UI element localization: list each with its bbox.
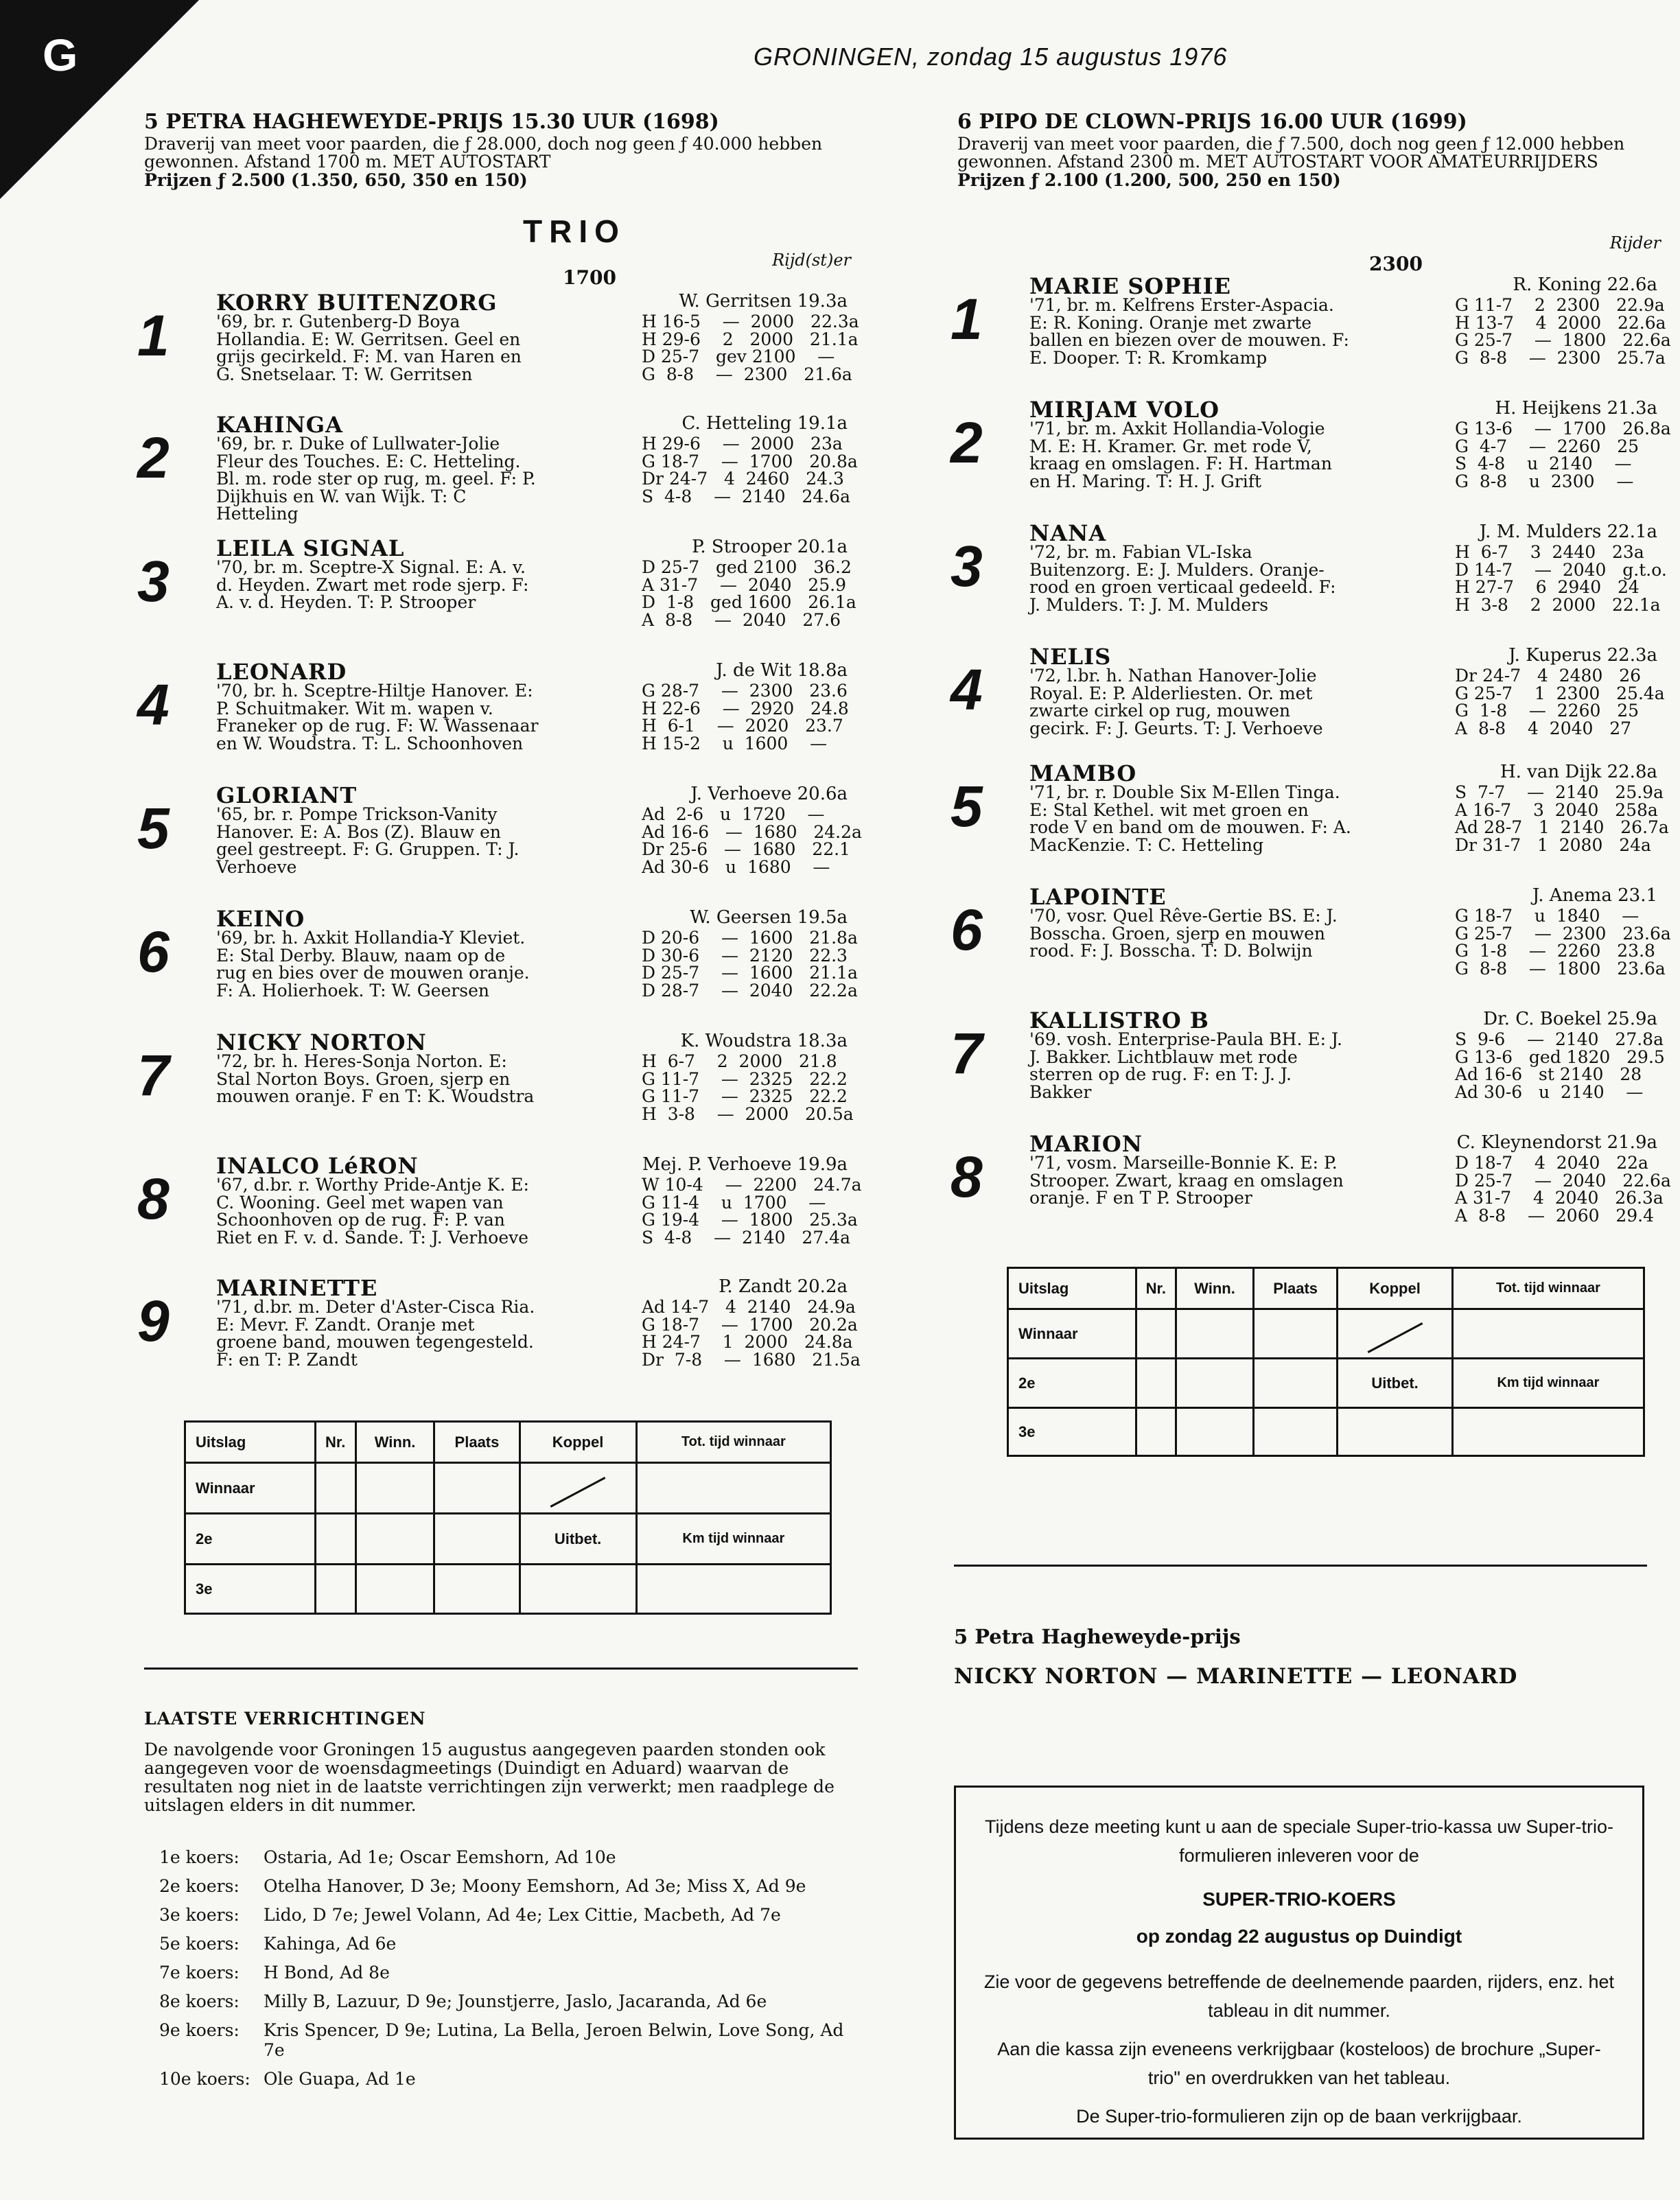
horse-number: 8 (950, 1145, 983, 1209)
performance-line: A 8-8 — 2040 27.6 (642, 609, 841, 630)
km-tijd-label: Km tijd winnaar (636, 1514, 830, 1565)
section-intro: De navolgende voor Groningen 15 augustus aangegeven paarden stonden ook aangegeven voor de woensdagmeetings (Duindigt en Aduard) waarvan de resultaten nog niet in de laatste verrichtingen zijn verwerkt; men raadplege de uitslagen elders in dit nummer. (144, 1740, 835, 1815)
performance-line: Dr 25-6 — 1680 22.1 (642, 839, 850, 859)
table-header: Tot. tijd winnaar (1452, 1268, 1644, 1309)
performance-line: G 25-7 1 2300 25.4a (1455, 683, 1665, 703)
horse-rider: C. Kleynendorst 21.9a (1456, 1132, 1657, 1153)
notice-text: Aan die kassa zijn eveneens verkrijgbaar (kosteloos) de brochure „Super-trio" en overdrukken van het tableau. (997, 2039, 1601, 2088)
table-header: Uitslag (1008, 1268, 1136, 1309)
table-cell[interactable] (636, 1565, 830, 1614)
table-cell[interactable] (1136, 1309, 1176, 1359)
horse-number: 6 (137, 920, 170, 984)
performance-line: D 25-7 gev 2100 — (642, 347, 835, 366)
table-cell[interactable] (355, 1514, 434, 1565)
performance-line: H 3-8 2 2000 22.1a (1455, 594, 1661, 615)
race-title: 5 PETRA HAGHEWEYDE-PRIJS 15.30 UUR (1698) (144, 110, 719, 134)
horse-rider: H. Heijkens 21.3a (1495, 398, 1657, 419)
row-label: Winnaar (185, 1463, 316, 1514)
horse-number: 7 (137, 1043, 170, 1108)
horse-number: 5 (950, 774, 983, 839)
horse-performances (1455, 784, 1669, 854)
table-cell[interactable] (434, 1463, 520, 1514)
horse-name: GLORIANT (216, 782, 358, 808)
horse-rider: J. Verhoeve 20.6a (690, 784, 848, 804)
horse-description: '71, br. r. Double Six M-Ellen Tinga. E: Stal Kethel. wit met groen en rode V en band om de mouwen. F: A. MacKenzie. T: C. Hetteling (1029, 782, 1351, 855)
table-cell[interactable] (1254, 1408, 1338, 1456)
horse-description: '71, br. m. Axkit Hollandia-Vologie M. E: H. Kramer. Gr. met rode V, kraag en omslagen. F: H. Hartman en H. Maring. T: H. J. Grift (1029, 419, 1332, 491)
performance-line: H 6-7 2 2000 21.8 (642, 1051, 837, 1071)
koers-label: 5e koers: (159, 1934, 240, 1954)
table-header: Nr. (315, 1422, 355, 1463)
trio-label: TRIO (523, 213, 626, 249)
table-cell[interactable] (1338, 1408, 1453, 1456)
performance-line: Dr 31-7 1 2080 24a (1455, 834, 1651, 855)
performance-line: H 6-7 3 2440 23a (1455, 542, 1644, 562)
performance-line: G 18-7 — 1700 20.2a (642, 1314, 858, 1335)
horse-number: 8 (137, 1167, 170, 1231)
divider (144, 1667, 858, 1670)
performance-line: H 29-6 2 2000 21.1a (642, 329, 859, 349)
table-cell[interactable] (636, 1463, 830, 1514)
koers-label: 9e koers: (159, 2020, 240, 2040)
race-6 (950, 110, 1671, 1226)
km-tijd-label: Km tijd winnaar (1452, 1359, 1644, 1408)
horse-number: 6 (950, 898, 983, 962)
horse-name: KEINO (216, 906, 305, 932)
horse-rider: R. Koning 22.6a (1513, 274, 1657, 295)
performance-line: H 24-7 1 2000 24.8a (642, 1332, 853, 1352)
performance-line: G 1-8 — 2260 23.8 (1455, 941, 1655, 961)
horse-performances (642, 1053, 854, 1123)
performance-line: H 22-6 — 2920 24.8 (642, 698, 849, 718)
race-prize: Prijzen ƒ 2.100 (1.200, 500, 250 en 150) (957, 170, 1341, 190)
table-header: Tot. tijd winnaar (636, 1422, 830, 1463)
horse-number: 1 (950, 287, 983, 351)
rider-header: Rijd(st)er (772, 250, 851, 270)
performance-line: Ad 30-6 u 1680 — (642, 856, 830, 877)
koers-text: Milly B, Lazuur, D 9e; Jounstjerre, Jaslo, Jacaranda, Ad 6e (264, 1991, 767, 2011)
koers-label: 2e koers: (159, 1876, 240, 1896)
performance-line: D 30-6 — 2120 22.3 (642, 945, 848, 966)
horse-name: LEILA SIGNAL (216, 535, 405, 561)
table-header: Plaats (1254, 1268, 1338, 1309)
koers-item (159, 1905, 859, 1925)
performance-line: G 1-8 — 2260 25 (1455, 701, 1640, 721)
table-cell[interactable] (1136, 1359, 1176, 1408)
table-cell[interactable] (1254, 1359, 1338, 1408)
table-header: Koppel (1338, 1268, 1453, 1309)
koers-item (159, 1847, 859, 1867)
performance-line: S 4-8 — 2140 27.4a (642, 1227, 850, 1248)
horse-name: KALLISTRO B (1029, 1007, 1209, 1033)
performance-line: Ad 16-6 st 2140 28 (1455, 1064, 1642, 1084)
performance-line: G 18-7 — 1700 20.8a (642, 451, 858, 471)
horse-number: 3 (137, 549, 170, 613)
row-label: Winnaar (1008, 1309, 1136, 1359)
table-cell[interactable] (1176, 1408, 1254, 1456)
horse-description: '72, br. m. Fabian VL-Iska Buitenzorg. E: J. Mulders. Oranje-rood en groen verticaal gedeeld. F: J. Mulders. T: J. M. Mulders (1029, 542, 1336, 615)
horse-name: MARION (1029, 1131, 1143, 1157)
performance-line: H 3-8 — 2000 20.5a (642, 1103, 854, 1124)
table-cell[interactable] (355, 1463, 434, 1514)
performance-line: Dr 7-8 — 1680 21.5a (642, 1349, 861, 1370)
table-cell[interactable] (434, 1565, 520, 1614)
performance-line: Ad 16-6 — 1680 24.2a (642, 821, 862, 842)
horse-rider: J. Anema 23.1 (1532, 885, 1657, 906)
performance-line: G 13-6 — 1700 26.8a (1455, 419, 1671, 438)
horse-description: '71, vosm. Marseille-Bonnie K. E: P. Strooper. Zwart, kraag en omslagen oranje. F en T P. Strooper (1029, 1153, 1344, 1208)
row-label: 2e (1008, 1359, 1136, 1408)
performance-line: G 11-4 u 1700 — (642, 1192, 826, 1213)
horse-performances (1455, 907, 1671, 977)
horse-name: LAPOINTE (1029, 884, 1167, 910)
horse-rider: P. Strooper 20.1a (692, 537, 848, 557)
horse-name: NICKY NORTON (216, 1029, 427, 1055)
koers-list (159, 1847, 859, 2098)
horse-rider: W. Geersen 19.5a (690, 907, 848, 928)
horse-description: '69, br. r. Duke of Lullwater-Jolie Fleur des Touches. E: C. Hetteling. Bl. m. rode ster op rug, m. geel. F: P. Dijkhuis en W. van Wijk. T: C Hetteling (216, 434, 536, 524)
performance-line: G 11-7 2 2300 22.9a (1455, 295, 1665, 315)
race-description: Draverij van meet voor paarden, die ƒ 28.000, doch nog geen ƒ 40.000 hebben gewonnen. Afstand 1700 m. MET AUTOSTART (144, 134, 823, 172)
notice-subheading: op zondag 22 augustus op Duindigt (1136, 1926, 1462, 1947)
table-cell[interactable] (315, 1565, 355, 1614)
horse-description: '70, br. h. Sceptre-Hiltje Hanover. E: P. Schuitmaker. Wit m. wapen v. Franeker op de rug. F: W. Wassenaar en W. Woudstra. T: L. Schoonhoven (216, 681, 539, 753)
performance-line: G 28-7 — 2300 23.6 (642, 681, 848, 701)
performance-line: G 4-7 — 2260 25 (1455, 436, 1640, 456)
performance-line: S 4-8 u 2140 — (1455, 454, 1632, 473)
horse-description: '70, br. m. Sceptre-X Signal. E: A. v. d. Heyden. Zwart met rode sjerp. F: A. v. d. Heyden. T: P. Strooper (216, 557, 529, 612)
section-title: LAATSTE VERRICHTINGEN (144, 1709, 426, 1729)
performance-line: D 18-7 4 2040 22a (1455, 1153, 1648, 1173)
koers-label: 7e koers: (159, 1963, 240, 1982)
koers-text: Otelha Hanover, D 3e; Moony Eemshorn, Ad 3e; Miss X, Ad 9e (264, 1876, 806, 1896)
horse-rider: J. Kuperus 22.3a (1508, 645, 1657, 666)
horse-performances (642, 1298, 861, 1368)
table-header: Plaats (434, 1422, 520, 1463)
performance-line: Dr 24-7 4 2460 24.3 (642, 469, 844, 489)
horse-rider: W. Gerritsen 19.3a (679, 291, 848, 312)
super-trio-notice (954, 1786, 1644, 2140)
performance-line: D 14-7 — 2040 g.t.o. (1455, 559, 1667, 580)
horse-performances (1455, 1031, 1665, 1101)
section-letter: G (43, 30, 78, 80)
performance-line: Dr 24-7 4 2480 26 (1455, 666, 1642, 686)
result-table-race-6 (1007, 1267, 1645, 1457)
horse-rider: Dr. C. Boekel 25.9a (1483, 1009, 1657, 1029)
performance-line: Ad 14-7 4 2140 24.9a (642, 1297, 856, 1317)
horse-number: 5 (137, 796, 170, 861)
horse-number: 4 (950, 657, 983, 722)
koers-text: Kris Spencer, D 9e; Lutina, La Bella, Jeroen Belwin, Love Song, Ad 7e (264, 2020, 844, 2060)
horse-performances (642, 682, 849, 752)
horse-number: 2 (950, 410, 983, 475)
table-header: Winn. (355, 1422, 434, 1463)
table-cell[interactable] (1176, 1359, 1254, 1408)
notice-text: De Super-trio-formulieren zijn op de baan verkrijgbaar. (1076, 2106, 1522, 2127)
horse-performances (1455, 296, 1671, 366)
performance-line: G 18-7 u 1840 — (1455, 906, 1640, 926)
slash-mark (1367, 1322, 1423, 1353)
horse-name: LEONARD (216, 659, 347, 685)
horse-description: '69, br. r. Gutenberg-D Boya Hollandia. E: W. Gerritsen. Geel en grijs gecirkeld. F: M. van Haren en G. Snetselaar. T: W. Gerritsen (216, 312, 522, 384)
horse-name: KORRY BUITENZORG (216, 290, 498, 316)
koers-item (159, 1934, 859, 1954)
horse-description: '72, l.br. h. Nathan Hanover-Jolie Royal. E: P. Alderliesten. Or. met zwarte cirkel op rug, mouwen gecirk. F: J. Geurts. T: J. Verhoeve (1029, 666, 1323, 738)
koers-label: 8e koers: (159, 1991, 240, 2011)
table-header: Winn. (1176, 1268, 1254, 1309)
koers-text: Lido, D 7e; Jewel Volann, Ad 4e; Lex Cittie, Macbeth, Ad 7e (264, 1905, 781, 1925)
performance-line: H 13-7 4 2000 22.6a (1455, 312, 1666, 333)
horse-name: INALCO LéRON (216, 1153, 419, 1179)
performance-line: H 29-6 — 2000 23a (642, 434, 843, 454)
koers-item (159, 1991, 859, 2011)
horse-description: '70, vosr. Quel Rêve-Gertie BS. E: J. Bosscha. Groen, sjerp en mouwen rood. F: J. Bosscha. T: D. Bolwijn (1029, 906, 1338, 961)
distance-label: 2300 (1369, 253, 1423, 275)
performance-line: D 20-6 — 1600 21.8a (642, 928, 858, 948)
table-cell[interactable] (1176, 1309, 1254, 1359)
table-cell[interactable] (1136, 1408, 1176, 1456)
row-label: 2e (185, 1514, 316, 1565)
horse-number: 7 (950, 1021, 983, 1086)
uitbet-label: Uitbet. (520, 1514, 636, 1565)
horse-rider: Mej. P. Verhoeve 19.9a (642, 1154, 848, 1175)
table-cell[interactable] (1254, 1309, 1338, 1359)
table-header: Nr. (1136, 1268, 1176, 1309)
performance-line: H 16-5 — 2000 22.3a (642, 312, 859, 331)
table-cell[interactable] (434, 1514, 520, 1565)
horse-name: NANA (1029, 520, 1107, 546)
koers-text: Ole Guapa, Ad 1e (264, 2069, 416, 2089)
performance-line: D 25-7 — 2040 22.6a (1455, 1170, 1671, 1191)
performance-line: Ad 28-7 1 2140 26.7a (1455, 817, 1669, 837)
table-cell[interactable] (520, 1565, 636, 1614)
horse-performances (642, 435, 858, 505)
slash-mark (550, 1477, 606, 1508)
horse-number: 9 (137, 1289, 170, 1353)
horse-performances (1455, 420, 1671, 490)
performance-line: Ad 2-6 u 1720 — (642, 804, 825, 824)
horse-rider: J. M. Mulders 22.1a (1479, 522, 1657, 542)
koers-item (159, 1963, 859, 1982)
performance-line: G 11-7 — 2325 22.2 (642, 1086, 848, 1106)
performance-line: H 6-1 — 2020 23.7 (642, 716, 843, 736)
koers-text: Kahinga, Ad 6e (264, 1934, 397, 1954)
horse-number: 4 (137, 672, 170, 737)
performance-line: D 1-8 ged 1600 26.1a (642, 592, 856, 612)
koers-item (159, 1876, 859, 1896)
horse-name: NELIS (1029, 644, 1112, 670)
table-cell[interactable] (1452, 1408, 1644, 1456)
horse-rider: C. Hetteling 19.1a (681, 413, 848, 434)
table-header: Koppel (520, 1422, 636, 1463)
row-label: 3e (1008, 1408, 1136, 1456)
performance-line: G 13-6 ged 1820 29.5 (1455, 1046, 1665, 1067)
performance-line: S 9-6 — 2140 27.8a (1455, 1029, 1664, 1049)
table-cell[interactable] (520, 1463, 636, 1514)
horse-rider: P. Zandt 20.2a (719, 1276, 848, 1297)
koers-label: 10e koers: (159, 2069, 250, 2089)
horse-performances (1455, 543, 1667, 613)
koers-text: H Bond, Ad 8e (264, 1963, 390, 1982)
uitbet-label: Uitbet. (1338, 1359, 1453, 1408)
performance-line: A 31-7 — 2040 25.9 (642, 574, 846, 595)
performance-line: Ad 30-6 u 2140 — (1455, 1081, 1644, 1102)
result-table-race-5 (184, 1420, 832, 1615)
horse-description: '67, d.br. r. Worthy Pride-Antje K. E: C. Wooning. Geel met wapen van Schoonhoven op de rug. F: P. van Riet en F. v. d. Sande. T: J. Verhoeve (216, 1175, 529, 1248)
koers-label: 1e koers: (159, 1847, 240, 1867)
performance-line: H 27-7 6 2940 24 (1455, 577, 1640, 597)
horse-rider: H. van Dijk 22.8a (1500, 762, 1657, 782)
divider (954, 1565, 1647, 1567)
horse-name: KAHINGA (216, 412, 343, 438)
koers-text: Ostaria, Ad 1e; Oscar Eemshorn, Ad 10e (264, 1847, 616, 1867)
horse-performances (1455, 1154, 1671, 1224)
performance-line: S 7-7 — 2140 25.9a (1455, 782, 1664, 802)
page-header: GRONINGEN, zondag 15 augustus 1976 (754, 43, 1228, 71)
performance-line: D 25-7 ged 2100 36.2 (642, 557, 852, 577)
table-cell[interactable] (1338, 1309, 1453, 1359)
performance-line: A 8-8 — 2060 29.4 (1455, 1205, 1655, 1226)
performance-line: D 25-7 — 1600 21.1a (642, 963, 858, 983)
notice-heading: SUPER-TRIO-KOERS (1202, 1888, 1396, 1910)
performance-line: A 31-7 4 2040 26.3a (1455, 1188, 1664, 1208)
horse-description: '71, br. m. Kelfrens Erster-Aspacia. E: R. Koning. Oranje met zwarte ballen en biezen over de mouwen. F: E. Dooper. T: R. Kromkamp (1029, 295, 1349, 368)
horse-performances (642, 806, 862, 876)
horse-description: '71, d.br. m. Deter d'Aster-Cisca Ria. E: Mevr. F. Zandt. Oranje met groene band, mouwen tegengesteld. F: en T: P. Zandt (216, 1297, 535, 1370)
performance-line: G 25-7 — 2300 23.6a (1455, 923, 1671, 944)
table-cell[interactable] (315, 1514, 355, 1565)
performance-line: S 4-8 — 2140 24.6a (642, 486, 850, 506)
result-title: 5 Petra Hagheweyde-prijs (954, 1625, 1241, 1648)
table-header: Uitslag (185, 1422, 316, 1463)
koers-item (159, 2020, 859, 2060)
rider-header: Rijder (1609, 233, 1661, 253)
horse-performances (642, 929, 858, 999)
koers-label: 3e koers: (159, 1905, 240, 1925)
performance-line: G 8-8 — 2300 25.7a (1455, 347, 1666, 368)
table-cell[interactable] (315, 1463, 355, 1514)
horse-performances (1455, 667, 1665, 737)
koers-item (159, 2069, 859, 2089)
performance-line: G 8-8 u 2300 — (1455, 471, 1634, 491)
performance-line: W 10-4 — 2200 24.7a (642, 1175, 862, 1195)
horse-description: '69. vosh. Enterprise-Paula BH. E: J. J. Bakker. Lichtblauw met rode sterren op de rug. F: en T: J. J. Bakker (1029, 1029, 1343, 1102)
horse-description: '65, br. r. Pompe Trickson-Vanity Hanover. E: A. Bos (Z). Blauw en geel gestreept. F: G. Gruppen. T: J. Verhoeve (216, 804, 520, 877)
performance-line: A 16-7 3 2040 258a (1455, 799, 1658, 820)
race-prize: Prijzen ƒ 2.500 (1.350, 650, 350 en 150) (144, 170, 528, 190)
performance-line: D 28-7 — 2040 22.2a (642, 980, 858, 1000)
horse-performances (642, 313, 859, 383)
performance-line: G 8-8 — 2300 21.6a (642, 364, 852, 384)
performance-line: G 25-7 — 1800 22.6a (1455, 330, 1671, 350)
performance-line: G 8-8 — 1800 23.6a (1455, 958, 1666, 979)
horse-performances (642, 1176, 862, 1246)
horse-description: '72, br. h. Heres-Sonja Norton. E: Stal Norton Boys. Groen, sjerp en mouwen oranje. F en T: K. Woudstra (216, 1051, 535, 1106)
notice-text: Tijdens deze meeting kunt u aan de speciale Super-trio-kassa uw Super-trio-formulieren inleveren voor de (985, 1816, 1613, 1866)
horse-name: MARINETTE (216, 1275, 378, 1301)
horse-rider: K. Woudstra 18.3a (680, 1031, 848, 1051)
performance-line: G 11-7 — 2325 22.2 (642, 1068, 848, 1089)
table-cell[interactable] (1452, 1309, 1644, 1359)
row-label: 3e (185, 1565, 316, 1614)
performance-line: H 15-2 u 1600 — (642, 733, 828, 753)
performance-line: G 19-4 — 1800 25.3a (642, 1210, 858, 1230)
horse-number: 1 (137, 303, 170, 368)
horse-number: 3 (950, 534, 983, 598)
result-names: NICKY NORTON — MARINETTE — LEONARD (954, 1664, 1518, 1689)
notice-text: Zie voor de gegevens betreffende de deelnemende paarden, rijders, enz. het tableau in dit nummer. (983, 1971, 1615, 2021)
distance-label: 1700 (563, 266, 616, 289)
horse-name: MARIE SOPHIE (1029, 273, 1231, 299)
horse-number: 2 (137, 425, 170, 490)
horse-name: MIRJAM VOLO (1029, 397, 1220, 423)
horse-performances (642, 559, 856, 629)
table-cell[interactable] (355, 1565, 434, 1614)
horse-rider: J. de Wit 18.8a (716, 660, 848, 681)
performance-line: A 8-8 4 2040 27 (1455, 718, 1632, 738)
race-title: 6 PIPO DE CLOWN-PRIJS 16.00 UUR (1699) (957, 110, 1467, 134)
horse-description: '69, br. h. Axkit Hollandia-Y Kleviet. E: Stal Derby. Blauw, naam op de rug en bies over de mouwen oranje. F: A. Holierhoek. T: W. Geersen (216, 928, 530, 1000)
race-description: Draverij van meet voor paarden, die ƒ 7.500, doch nog geen ƒ 12.000 hebben gewonnen. Afstand 2300 m. MET AUTOSTART VOOR AMATEURRIJDERS (957, 134, 1625, 172)
race-5 (137, 110, 862, 1370)
horse-name: MAMBO (1029, 760, 1137, 786)
